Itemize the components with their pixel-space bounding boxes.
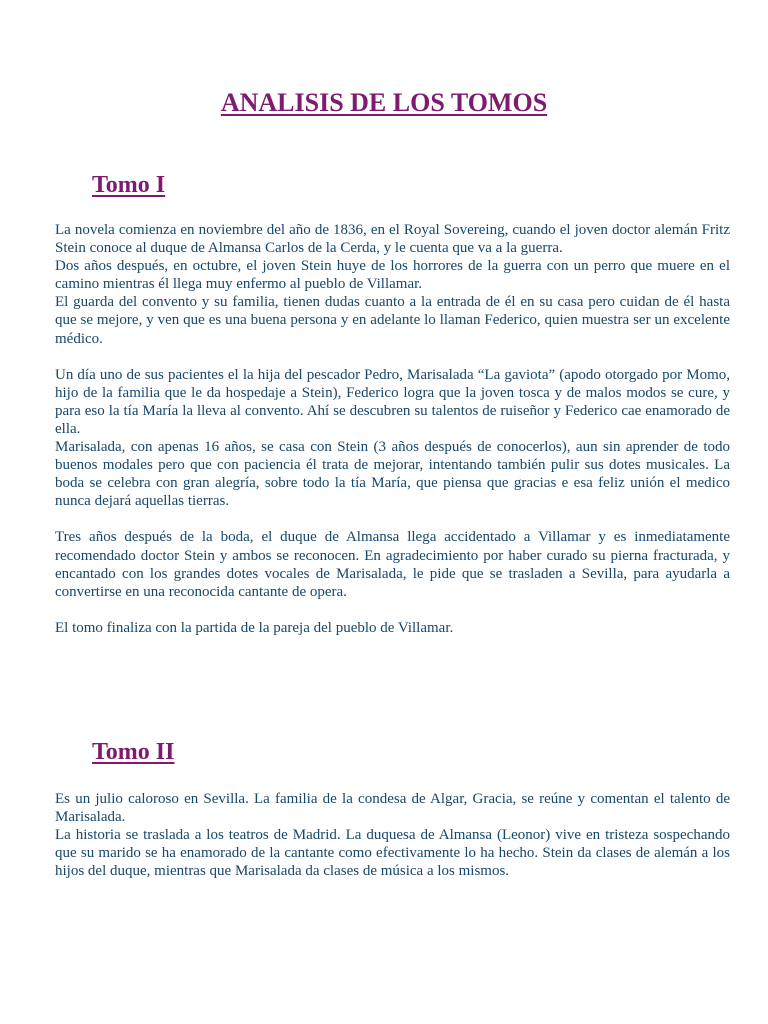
paragraph: El guarda del convento y su familia, tienen dudas cuanto a la entrada de él en su casa pero cuidan de él hasta que se mejore, y ven que es una buena persona y en adelante lo llaman Federico, quien muestra ser un excelente médico. <box>55 294 730 347</box>
paragraph: Un día uno de sus pacientes el la hija del pescador Pedro, Marisalada “La gaviota” (apodo otorgado por Momo, hijo de la familia que le da hospedaje a Stein), Federico logra que la joven tosca y de malos modos se cure, y para eso la tía María la lleva al convento. Ahí se descubren su talentos de ruiseñor y Federico cae enamorado de ella. <box>55 366 730 437</box>
paragraph: La novela comienza en noviembre del año de 1836, en el Royal Sovereing, cuando el joven doctor alemán Fritz Stein conoce al duque de Almansa Carlos de la Cerda, y le cuenta que va a la guerra. <box>55 222 730 257</box>
paragraph: Tres años después de la boda, el duque de Almansa llega accidentado a Villamar y es inmediatamente recomendado doctor Stein y ambos se reconocen. En agradecimiento por haber curado su pierna fracturada, y encantado con los grandes dotes vocales de Marisalada, le pide que se trasladen a Sevilla, para ayudarla a convertirse en una reconocida cantante de opera. <box>55 529 730 600</box>
section-heading-tomo-2: Tomo II <box>92 739 175 765</box>
section-body-tomo-1 <box>55 221 730 637</box>
paragraph: Dos años después, en octubre, el joven Stein huye de los horrores de la guerra con un perro que muere en el camino mientras él llega muy enfermo al pueblo de Villamar. <box>55 258 730 293</box>
paragraph: Marisalada, con apenas 16 años, se casa con Stein (3 años después de conocerlos), aun sin aprender de todo buenos modales pero que con paciencia él trata de mejorar, intentando también pulir sus dotes musicales. La boda se celebra con gran alegría, sobre todo la tía María, que piensa que gracias e esa feliz unión el medico nunca dejará aquellas tierras. <box>55 439 730 510</box>
document-title: ANALISIS DE LOS TOMOS <box>220 88 548 117</box>
paragraph: El tomo finaliza con la partida de la pareja del pueblo de Villamar. <box>55 619 454 636</box>
paragraph: La historia se traslada a los teatros de Madrid. La duquesa de Almansa (Leonor) vive en tristeza sospechando que su marido se ha enamorado de la cantante como efectivamente lo ha hecho. Stein da clases de alemán a los hijos del duque, mientras que Marisalada da clases de música a los mismos. <box>55 827 730 880</box>
paragraph: Es un julio caloroso en Sevilla. La familia de la condesa de Algar, Gracia, se reúne y comentan el talento de Marisalada. <box>55 791 730 826</box>
section-body-tomo-2 <box>55 790 730 880</box>
section-heading-tomo-1: Tomo I <box>92 172 166 198</box>
